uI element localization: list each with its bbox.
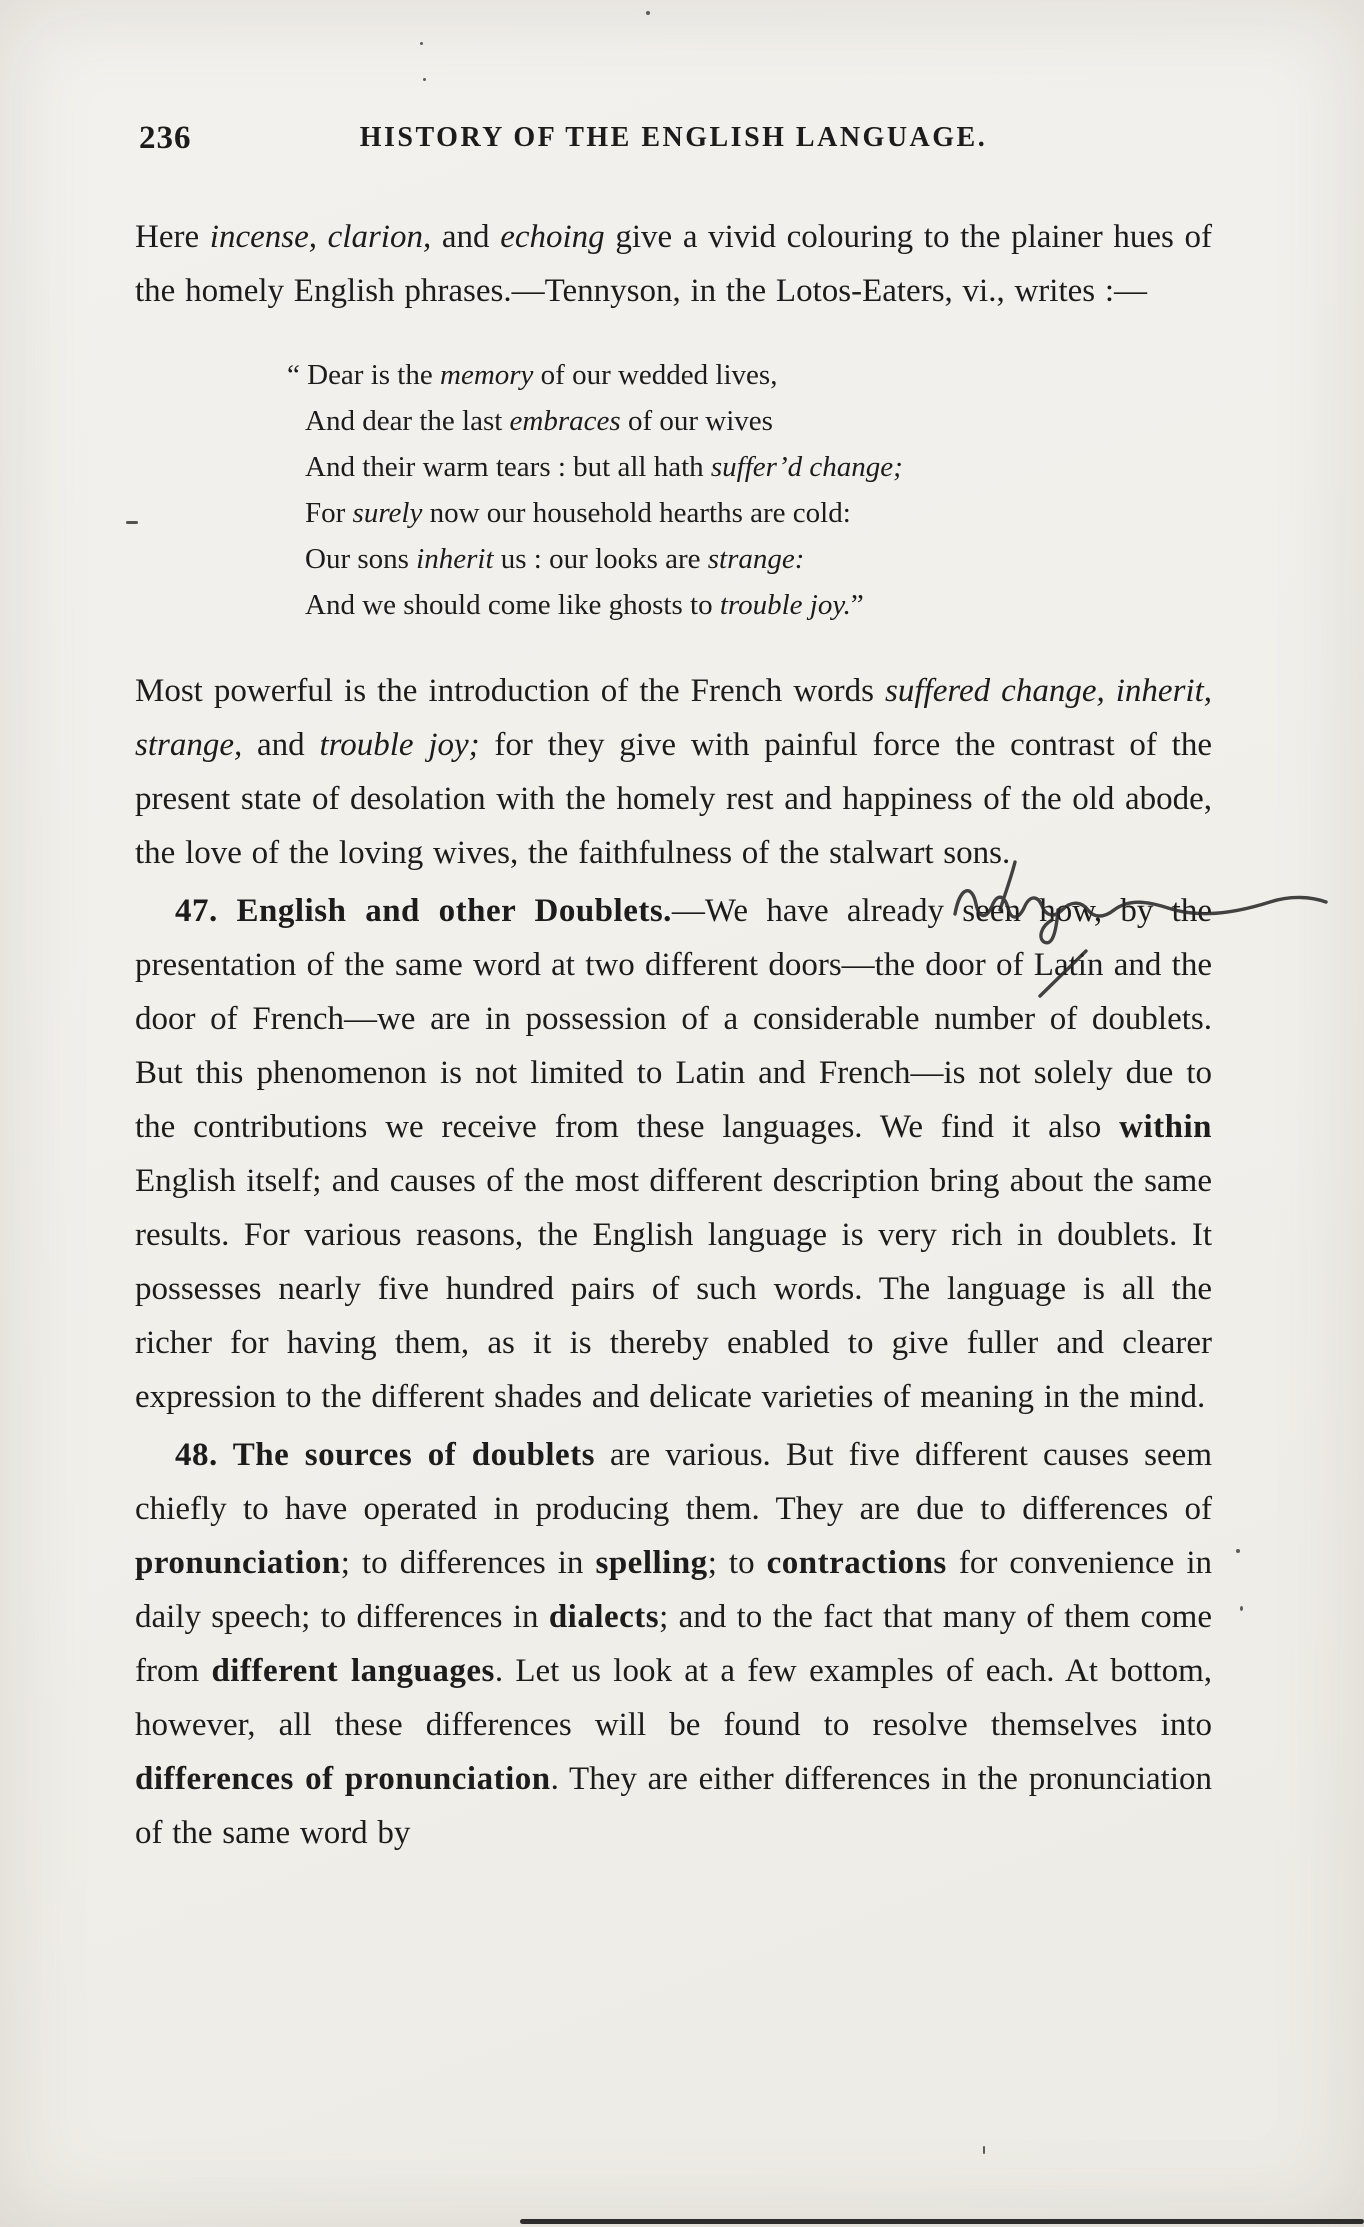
scan-speck xyxy=(423,78,426,81)
poem-line-2: And dear the last embraces of our wives xyxy=(305,405,773,437)
section-48-paragraph: 48. The sources of doublets are various. But five different causes seem chiefly to have operated in producing them. They are due to differences of pronunciation; to differences in spelling; to contractions for convenience in daily speech; to differences in dialects; and to the fact that many of them come from different languages. Let us look at a few examples of each. At bottom, however, all these differences will be found to resolve themselves into differences of pronunciation. They are either differences in the pronunciation of the same word by xyxy=(135,1437,1212,1851)
intro-paragraph: Here incense, clarion, and echoing give a vivid colouring to the plainer hues of the homely English phrases.—Tennyson, in the Lotos-Eaters, vi., writes :— xyxy=(135,219,1213,309)
page-bottom-edge xyxy=(520,2219,1364,2224)
scan-speck xyxy=(983,2146,985,2154)
text-block xyxy=(135,120,1212,1864)
poem-line-3: And their warm tears : but all hath suffer’d change; xyxy=(305,451,903,483)
running-head: HISTORY OF THE ENGLISH LANGUAGE. xyxy=(359,122,988,153)
poem-line-1: “ Dear is the memory of our wedded lives, xyxy=(287,359,778,391)
paragraph-most-powerful: Most powerful is the introduction of the French words suffered change, inherit, strange, and trouble joy; for they give with painful force the contrast of the present state of desolation with the homely rest and happiness of the old abode, the love of the loving wives, the faithfulness of the stalwart sons. xyxy=(135,673,1212,871)
page-number: 236 xyxy=(139,120,192,156)
poem-line-4: For surely now our household hearths are cold: xyxy=(305,497,851,529)
scan-speck xyxy=(420,42,423,45)
section-47-paragraph: 47. English and other Doublets.—We have already seen how, by the presentation of the same word at two different doors—the door of Latin and the door of French—we are in possession of a considerable number of doublets. But this phenomenon is not limited to Latin and French—is not solely due to the contributions we receive from these languages. We find it also within English itself; and causes of the most different description bring about the same results. For various reasons, the English language is very rich in doublets. It possesses nearly five hundred pairs of such words. The language is all the richer for having them, as it is thereby enabled to give fuller and clearer expression to the different shades and delicate varieties of meaning in the mind. xyxy=(135,893,1212,1415)
poem-quote xyxy=(287,352,1212,628)
poem-line-6: And we should come like ghosts to trouble joy.” xyxy=(305,589,864,621)
margin-dash xyxy=(126,521,138,524)
scan-speck xyxy=(646,11,650,15)
poem-line-5: Our sons inherit us : our looks are strange: xyxy=(305,543,805,575)
scan-speck xyxy=(1236,1549,1240,1553)
page-header xyxy=(135,120,1212,166)
scan-speck xyxy=(1240,1606,1243,1611)
